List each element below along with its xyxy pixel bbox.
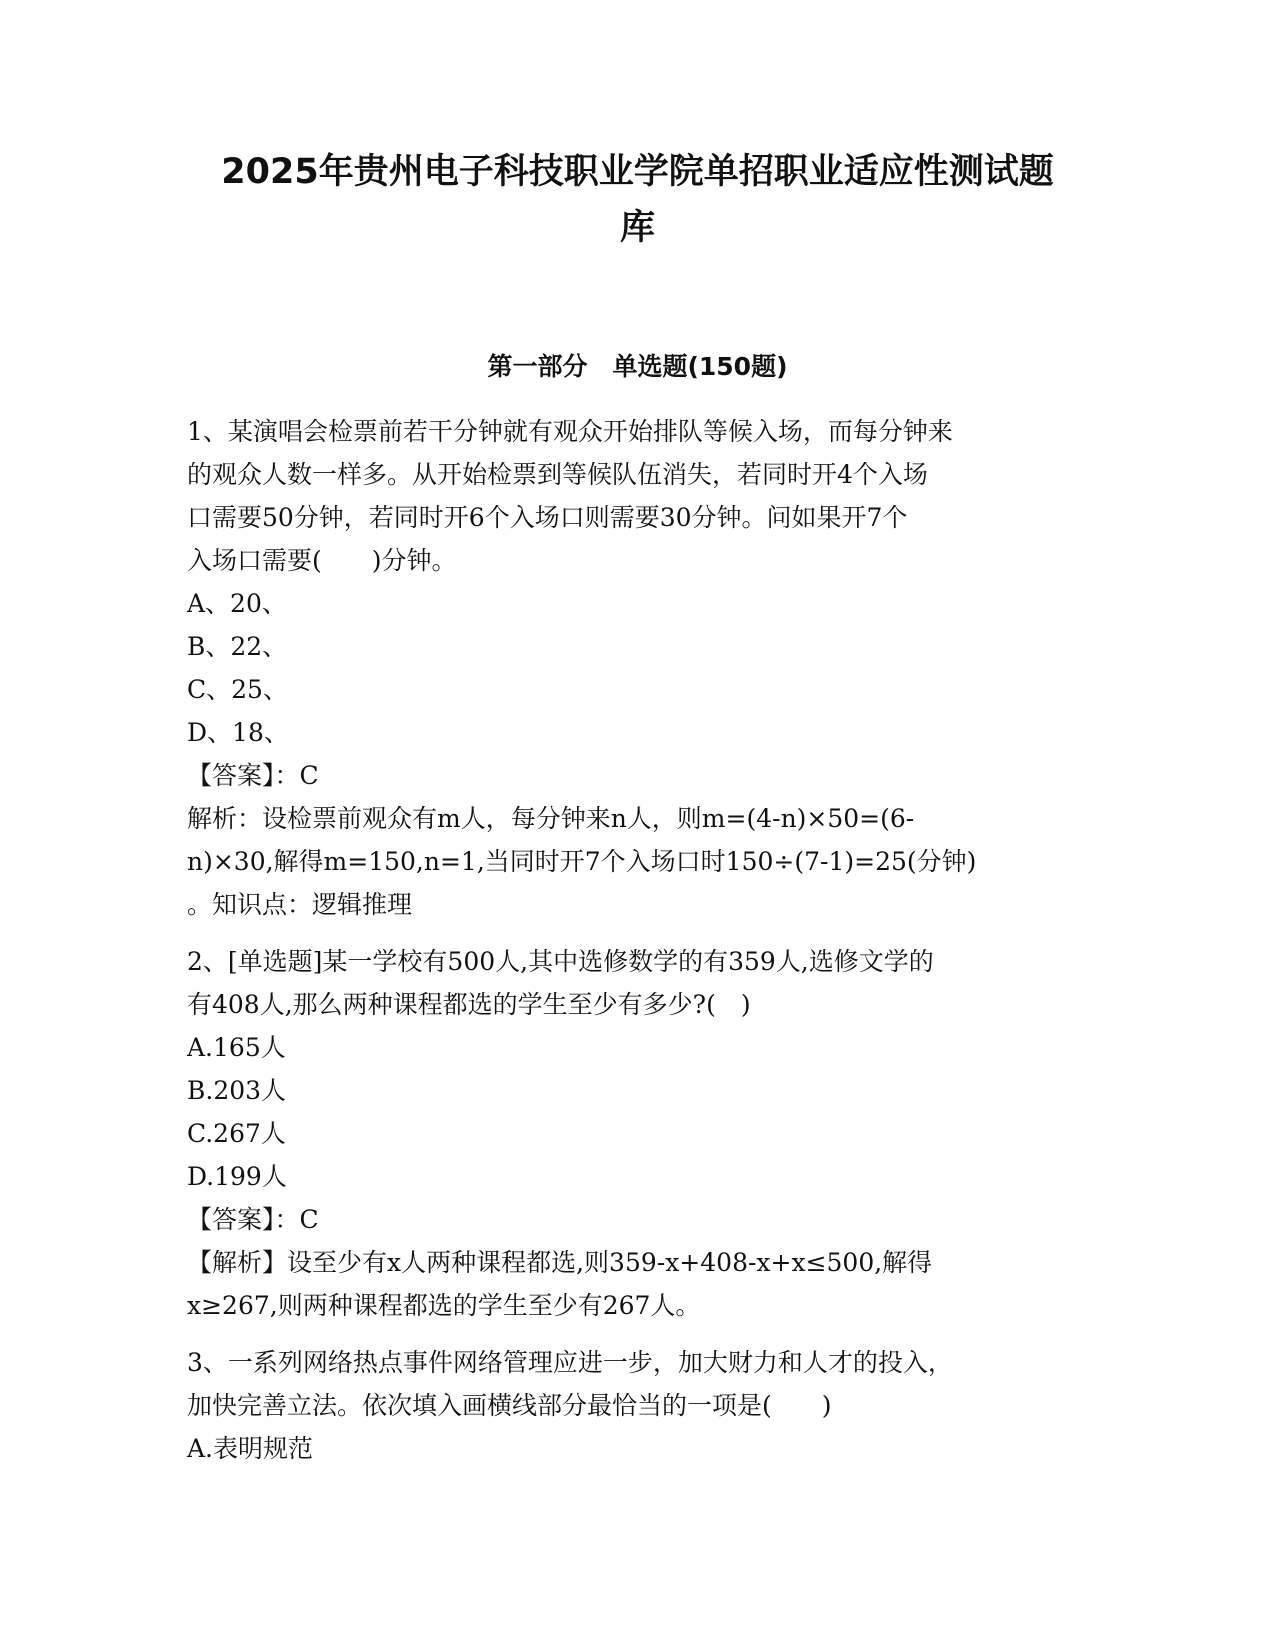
option-c: C、25、 <box>187 675 288 704</box>
document-title-line-1: 2025年贵州电子科技职业学院单招职业适应性测试题 <box>221 152 1054 192</box>
option-d: D.199人 <box>187 1162 287 1191</box>
option-b: B、22、 <box>187 632 288 661</box>
question-stem-line: 加快完善立法。依次填入画横线部分最恰当的一项是( ) <box>187 1391 832 1420</box>
explanation-line: 解析：设检票前观众有m人，每分钟来n人，则m=(4-n)×50=(6- <box>187 804 915 833</box>
question-stem-line: 3、一系列网络热点事件网络管理应进一步，加大财力和人才的投入， <box>187 1348 953 1377</box>
answer-line: 【答案】：C <box>187 1205 319 1234</box>
question-stem-line: 有408人,那么两种课程都选的学生至少有多少?( ) <box>187 990 751 1019</box>
explanation-line: x≥267,则两种课程都选的学生至少有267人。 <box>187 1291 701 1320</box>
option-a: A.表明规范 <box>187 1434 314 1463</box>
question-list <box>187 410 1077 1484</box>
option-d: D、18、 <box>187 718 289 747</box>
question-stem-line: 的观众人数一样多。从开始检票到等候队伍消失，若同时开4个入场 <box>187 460 928 489</box>
explanation-line: n)×30,解得m=150,n=1,当同时开7个入场口时150÷(7-1)=25(分钟) <box>187 847 977 876</box>
question-stem-line: 口需要50分钟，若同时开6个入场口则需要30分钟。问如果开7个 <box>187 503 908 532</box>
option-a: A.165人 <box>187 1033 286 1062</box>
question-stem-line: 2、[单选题]某一学校有500人,其中选修数学的有359人,选修文学的 <box>187 947 934 976</box>
explanation-line: 【解析】设至少有x人两种课程都选,则359-x+408-x+x≤500,解得 <box>187 1248 933 1277</box>
option-b: B.203人 <box>187 1076 287 1105</box>
answer-line: 【答案】：C <box>187 761 319 790</box>
question-2 <box>187 940 1077 1327</box>
document-title <box>150 144 1125 256</box>
explanation-line: 。知识点：逻辑推理 <box>187 890 413 919</box>
question-1 <box>187 410 1077 926</box>
question-stem-line: 1、某演唱会检票前若干分钟就有观众开始排队等候入场，而每分钟来 <box>187 417 953 446</box>
question-stem-line: 入场口需要( )分钟。 <box>187 546 457 575</box>
option-a: A、20、 <box>187 589 287 618</box>
option-c: C.267人 <box>187 1119 286 1148</box>
document-title-line-2: 库 <box>619 208 655 248</box>
question-3 <box>187 1341 1077 1470</box>
section-heading: 第一部分 单选题(150题) <box>487 352 788 381</box>
